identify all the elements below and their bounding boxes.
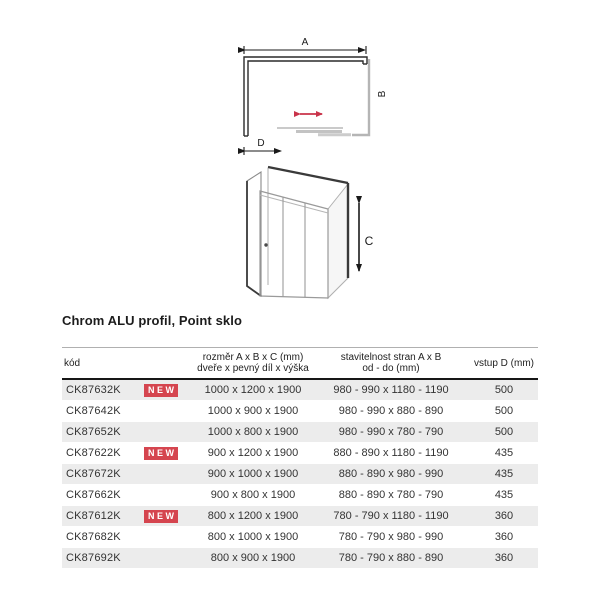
new-badge: NEW bbox=[144, 447, 178, 460]
new-badge-cell bbox=[142, 401, 194, 422]
dim-label-c: C bbox=[364, 234, 374, 248]
top-view-diagram bbox=[230, 28, 400, 163]
table-header-row bbox=[62, 348, 538, 380]
front-glass-face bbox=[260, 191, 328, 298]
size-value: 900 x 800 x 1900 bbox=[194, 485, 312, 506]
new-badge: NEW bbox=[144, 384, 178, 397]
table-body bbox=[62, 379, 538, 569]
table-row bbox=[62, 485, 538, 506]
table-row bbox=[62, 401, 538, 422]
new-badge-cell bbox=[142, 485, 194, 506]
adjust-value: 880 - 890 x 1180 - 1190 bbox=[312, 443, 470, 464]
top-frame-profile bbox=[268, 167, 348, 183]
size-value: 1000 x 800 x 1900 bbox=[194, 422, 312, 443]
size-value: 1000 x 900 x 1900 bbox=[194, 401, 312, 422]
new-badge-cell bbox=[142, 422, 194, 443]
header-adjust bbox=[312, 348, 470, 380]
header-entry: vstup D (mm) bbox=[470, 348, 538, 380]
header-badge-spacer bbox=[142, 348, 194, 380]
product-code: CK87612K bbox=[62, 506, 142, 527]
size-value: 900 x 1000 x 1900 bbox=[194, 464, 312, 485]
product-code: CK87692K bbox=[62, 548, 142, 569]
table-row bbox=[62, 548, 538, 569]
new-badge-cell bbox=[142, 443, 194, 464]
adjust-value: 780 - 790 x 980 - 990 bbox=[312, 527, 470, 548]
product-code: CK87652K bbox=[62, 422, 142, 443]
header-size-line1: rozměr A x B x C (mm) bbox=[202, 352, 304, 363]
table-row bbox=[62, 527, 538, 548]
new-badge-cell bbox=[142, 464, 194, 485]
dim-label-d: D bbox=[257, 138, 265, 149]
front-top-rail bbox=[260, 195, 328, 213]
iso-view-diagram bbox=[228, 158, 408, 306]
size-value: 800 x 1200 x 1900 bbox=[194, 506, 312, 527]
product-code: CK87662K bbox=[62, 485, 142, 506]
entry-value: 500 bbox=[470, 401, 538, 422]
wall-outline-inner bbox=[248, 61, 363, 136]
size-value: 800 x 1000 x 1900 bbox=[194, 527, 312, 548]
entry-value: 500 bbox=[470, 379, 538, 401]
product-code: CK87622K bbox=[62, 443, 142, 464]
new-badge-cell bbox=[142, 379, 194, 401]
header-code: kód bbox=[62, 348, 142, 380]
table-row bbox=[62, 422, 538, 443]
header-size bbox=[194, 348, 312, 380]
product-code: CK87642K bbox=[62, 401, 142, 422]
adjust-value: 980 - 990 x 1180 - 1190 bbox=[312, 379, 470, 401]
entry-value: 435 bbox=[470, 443, 538, 464]
product-code: CK87672K bbox=[62, 464, 142, 485]
adjust-value: 980 - 990 x 780 - 790 bbox=[312, 422, 470, 443]
adjust-value: 980 - 990 x 880 - 890 bbox=[312, 401, 470, 422]
side-glass-b bbox=[352, 59, 369, 135]
new-badge-cell bbox=[142, 527, 194, 548]
entry-value: 360 bbox=[470, 548, 538, 569]
product-code: CK87632K bbox=[62, 379, 142, 401]
header-adjust-line2: od - do (mm) bbox=[362, 363, 420, 374]
wall-outline-outer bbox=[244, 57, 367, 136]
entry-value: 500 bbox=[470, 422, 538, 443]
left-glass-panel bbox=[247, 172, 261, 296]
adjust-value: 780 - 790 x 1180 - 1190 bbox=[312, 506, 470, 527]
table-row bbox=[62, 464, 538, 485]
entry-value: 360 bbox=[470, 527, 538, 548]
size-value: 900 x 1200 x 1900 bbox=[194, 443, 312, 464]
dim-label-a: A bbox=[301, 37, 309, 48]
new-badge-cell bbox=[142, 506, 194, 527]
page-title: Chrom ALU profil, Point sklo bbox=[62, 313, 242, 328]
side-glass-face bbox=[328, 184, 348, 298]
size-value: 1000 x 1200 x 1900 bbox=[194, 379, 312, 401]
entry-value: 435 bbox=[470, 485, 538, 506]
adjust-value: 880 - 890 x 980 - 990 bbox=[312, 464, 470, 485]
adjust-value: 780 - 790 x 880 - 890 bbox=[312, 548, 470, 569]
dim-label-b: B bbox=[377, 90, 388, 98]
size-value: 800 x 900 x 1900 bbox=[194, 548, 312, 569]
header-adjust-line1: stavitelnost stran A x B bbox=[340, 352, 442, 363]
entry-value: 435 bbox=[470, 464, 538, 485]
new-badge: NEW bbox=[144, 510, 178, 523]
product-code: CK87682K bbox=[62, 527, 142, 548]
table-row bbox=[62, 443, 538, 464]
adjust-value: 880 - 890 x 780 - 790 bbox=[312, 485, 470, 506]
door-knob bbox=[264, 243, 267, 246]
product-table bbox=[62, 347, 538, 569]
new-badge-cell bbox=[142, 548, 194, 569]
entry-value: 360 bbox=[470, 506, 538, 527]
table-row bbox=[62, 379, 538, 401]
header-size-line2: dveře x pevný díl x výška bbox=[197, 363, 309, 374]
table-row bbox=[62, 506, 538, 527]
